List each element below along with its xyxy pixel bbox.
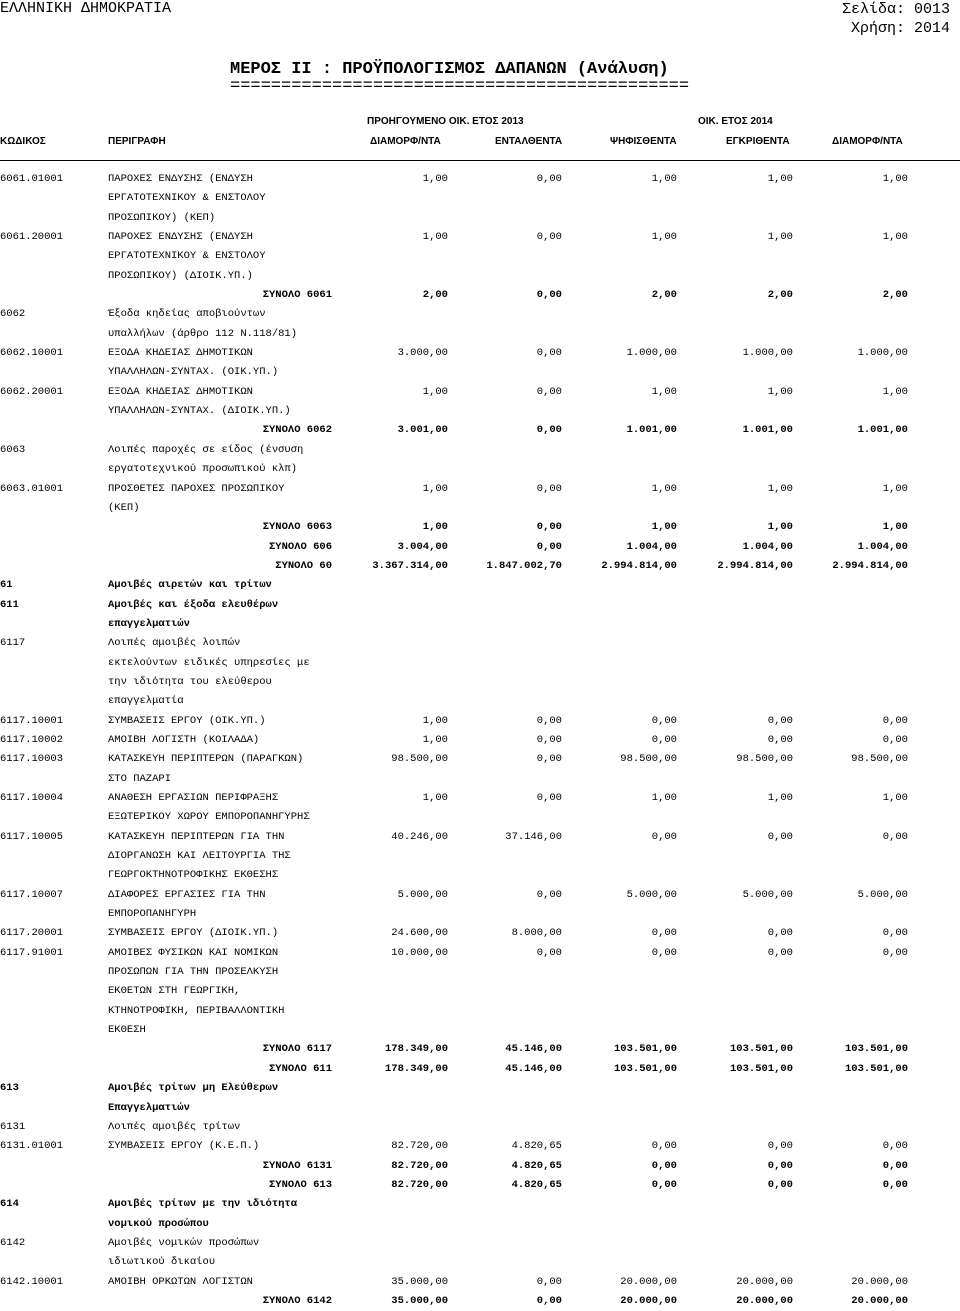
table-row	[0, 267, 960, 286]
account-code: 6117	[0, 637, 26, 650]
amount-cell: 3.000,00	[397, 347, 448, 360]
table-row	[0, 1234, 960, 1253]
account-description: ΕΞΩΤΕΡΙΚΟΥ ΧΩΡΟΥ ΕΜΠΟΡΟΠΑΝΗΓΥΡΗΣ	[108, 811, 310, 824]
amount-cell: 1.000,00	[626, 347, 677, 360]
account-description: Λοιπές αμοιβές τρίτων	[108, 1120, 241, 1133]
amount-cell: 20.000,00	[736, 1294, 793, 1307]
amount-cell: 0,00	[536, 714, 562, 727]
amount-cell: 1.847.002,70	[486, 559, 562, 572]
amount-cell: 1,00	[422, 385, 448, 398]
amount-cell: 1,00	[882, 173, 908, 185]
amount-cell: 98.500,00	[391, 753, 448, 766]
account-description: ΣΥΜΒΑΣΕΙΣ ΕΡΓΟΥ (Κ.Ε.Π.)	[108, 1140, 260, 1153]
account-description: ΓΕΩΡΓΟΚΤΗΝΟΤΡΟΦΙΚΗΣ ΕΚΘΕΣΗΣ	[108, 869, 279, 882]
amount-cell: 0,00	[536, 1294, 562, 1307]
account-description: ΥΠΑΛΛΗΛΩΝ-ΣΥΝΤΑΧ. (ΔΙΟΙΚ.ΥΠ.)	[108, 405, 291, 418]
amount-cell: 2,00	[651, 289, 677, 302]
amount-cell: 1,00	[651, 482, 677, 495]
amount-cell: 1,00	[651, 792, 677, 804]
account-code: 6117.10003	[0, 753, 64, 766]
amount-cell: 82.720,00	[391, 1140, 448, 1153]
account-code: 613	[0, 1082, 19, 1095]
account-code: 61	[0, 579, 13, 592]
table-row	[0, 305, 960, 324]
amount-cell: 1.004,00	[742, 540, 793, 553]
account-description: ΠΑΡΟΧΕΣ ΕΝΔΥΣΗΣ (ΕΝΔΥΣΗ	[108, 173, 253, 185]
table-row	[0, 228, 960, 247]
amount-cell: 82.720,00	[391, 1178, 448, 1191]
table-row	[0, 441, 960, 460]
amount-cell: 0,00	[536, 289, 562, 302]
amount-cell: 1,00	[422, 733, 448, 746]
amount-cell: 0,00	[536, 385, 562, 398]
amount-cell: 5.000,00	[857, 888, 908, 901]
account-description: ΕΚΘΕΣΗ	[108, 1024, 146, 1037]
account-code: 6063	[0, 443, 26, 456]
amount-cell: 0,00	[536, 231, 562, 244]
account-description: ΚΑΤΑΣΚΕΥΗ ΠΕΡΙΠΤΕΡΩΝ ΓΙΑ ΤΗΝ	[108, 830, 285, 843]
amount-cell: 0,00	[767, 946, 793, 959]
account-description: Επαγγελματιών	[108, 1101, 190, 1114]
amount-cell: 0,00	[882, 733, 908, 746]
amount-cell: 1.001,00	[742, 424, 793, 437]
account-description: εργατοτεχνικού προσωπικού κλπ)	[108, 463, 298, 476]
amount-cell: 1,00	[767, 792, 793, 804]
table-row	[0, 383, 960, 402]
account-code: 6131	[0, 1120, 26, 1133]
table-row	[0, 363, 960, 382]
account-description: επαγγελματία	[108, 695, 184, 708]
amount-cell: 1,00	[422, 173, 448, 185]
amount-cell: 98.500,00	[736, 753, 793, 766]
amount-cell: 0,00	[536, 753, 562, 766]
amount-cell: 0,00	[767, 927, 793, 940]
amount-cell: 0,00	[767, 714, 793, 727]
subtotal-row	[0, 1176, 960, 1195]
amount-cell: 1,00	[882, 792, 908, 804]
amount-cell: 1,00	[422, 792, 448, 804]
amount-cell: 0,00	[651, 946, 677, 959]
table-row	[0, 712, 960, 731]
amount-cell: 5.000,00	[742, 888, 793, 901]
subtotal-row	[0, 518, 960, 537]
table-row	[0, 905, 960, 924]
account-description: ΠΑΡΟΧΕΣ ΕΝΔΥΣΗΣ (ΕΝΔΥΣΗ	[108, 231, 253, 244]
subtotal-row	[0, 286, 960, 305]
amount-cell: 5.000,00	[626, 888, 677, 901]
account-description: ΑΜΟΙΒΗ ΟΡΚΩΤΩΝ ΛΟΓΙΣΤΩΝ	[108, 1275, 253, 1288]
amount-cell: 0,00	[767, 1159, 793, 1172]
amount-cell: 20.000,00	[620, 1294, 677, 1307]
subtotal-row	[0, 421, 960, 440]
account-description: ΕΜΠΟΡΟΠΑΝΗΓΥΡΗ	[108, 908, 197, 921]
account-description: Αμοιβές αιρετών και τρίτων	[108, 579, 272, 592]
amount-cell: 103.501,00	[844, 1062, 908, 1075]
amount-cell: 2.994.814,00	[832, 559, 908, 572]
amount-cell: 103.501,00	[613, 1043, 677, 1056]
table-row	[0, 886, 960, 905]
table-row	[0, 1079, 960, 1098]
account-description: ΚΑΤΑΣΚΕΥΗ ΠΕΡΙΠΤΕΡΩΝ (ΠΑΡΑΓΚΩΝ)	[108, 753, 304, 766]
amount-cell: 0,00	[882, 1159, 908, 1172]
account-description: την ιδιότητα του ελεύθερου	[108, 675, 272, 688]
amount-cell: 0,00	[882, 1140, 908, 1153]
amount-cell: 1.001,00	[857, 424, 908, 437]
amount-cell: 0,00	[536, 482, 562, 495]
country-header: ΕΛΛΗΝΙΚΗ ΔΗΜΟΚΡΑΤΙΑ	[0, 0, 172, 17]
account-description: ΕΞΟΔΑ ΚΗΔΕΙΑΣ ΔΗΜΟΤΙΚΩΝ	[108, 385, 253, 398]
account-description: ΕΚΘΕΤΩΝ ΣΤΗ ΓΕΩΡΓΙΚΗ,	[108, 985, 241, 998]
account-description: ΠΡΟΣΩΠΙΚΟΥ) (ΚΕΠ)	[108, 211, 216, 224]
amount-cell: 45.146,00	[505, 1043, 562, 1056]
subtotal-label: ΣΥΝΟΛΟ 6062	[262, 424, 332, 437]
account-code: 6117.20001	[0, 927, 64, 940]
amount-cell: 103.501,00	[729, 1043, 793, 1056]
amount-cell: 0,00	[767, 830, 793, 843]
column-header-curr-amended: ΔΙΑΜΟΡΦ/ΝΤΑ	[832, 136, 903, 147]
account-description: ΕΡΓΑΤΟΤΕΧΝΙΚΟΥ & ΕΝΣΤΟΛΟΥ	[108, 250, 266, 263]
subtotal-label: ΣΥΝΟΛΟ 606	[268, 540, 332, 553]
account-code: 6117.10004	[0, 792, 64, 804]
amount-cell: 1,00	[767, 521, 793, 534]
table-row	[0, 1253, 960, 1272]
amount-cell: 0,00	[536, 173, 562, 185]
account-code: 6117.10001	[0, 714, 64, 727]
account-description: ΣΤΟ ΠΑΖΑΡΙ	[108, 772, 172, 785]
amount-cell: 2.994.814,00	[717, 559, 793, 572]
amount-cell: 0,00	[882, 946, 908, 959]
account-description: υπαλλήλων (άρθρο 112 Ν.118/81)	[108, 327, 298, 340]
subtotal-row	[0, 1157, 960, 1176]
amount-cell: 0,00	[536, 792, 562, 804]
amount-cell: 103.501,00	[844, 1043, 908, 1056]
table-row	[0, 247, 960, 266]
subtotal-row	[0, 1060, 960, 1079]
amount-cell: 40.246,00	[391, 830, 448, 843]
amount-cell: 5.000,00	[397, 888, 448, 901]
table-row	[0, 944, 960, 963]
table-row	[0, 731, 960, 750]
amount-cell: 0,00	[536, 888, 562, 901]
table-row	[0, 499, 960, 518]
amount-cell: 0,00	[536, 521, 562, 534]
amount-cell: 1,00	[422, 482, 448, 495]
account-description: Λοιπές παροχές σε είδος (ένσυση	[108, 443, 304, 456]
amount-cell: 0,00	[767, 1178, 793, 1191]
account-description: ΥΠΑΛΛΗΛΩΝ-ΣΥΝΤΑΧ. (ΟΙΚ.ΥΠ.)	[108, 366, 279, 379]
amount-cell: 1,00	[767, 173, 793, 185]
table-row	[0, 615, 960, 634]
amount-cell: 35.000,00	[391, 1294, 448, 1307]
table-row	[0, 344, 960, 363]
table-row	[0, 692, 960, 711]
amount-cell: 0,00	[651, 1178, 677, 1191]
amount-cell: 2.994.814,00	[601, 559, 677, 572]
column-group-current-year: ΟΙΚ. ΕΤΟΣ 2014	[698, 116, 773, 127]
amount-cell: 0,00	[651, 1159, 677, 1172]
account-code: 6117.10007	[0, 888, 64, 901]
amount-cell: 1,00	[882, 521, 908, 534]
table-row	[0, 460, 960, 479]
table-row	[0, 847, 960, 866]
table-row	[0, 189, 960, 208]
amount-cell: 45.146,00	[505, 1062, 562, 1075]
amount-cell: 1.004,00	[857, 540, 908, 553]
table-row	[0, 673, 960, 692]
table-row	[0, 596, 960, 615]
table-row	[0, 170, 960, 189]
account-description: ΣΥΜΒΑΣΕΙΣ ΕΡΓΟΥ (ΔΙΟΙΚ.ΥΠ.)	[108, 927, 279, 940]
amount-cell: 1,00	[422, 521, 448, 534]
account-description: ΠΡΟΣΩΠΙΚΟΥ) (ΔΙΟΙΚ.ΥΠ.)	[108, 269, 253, 282]
table-row	[0, 828, 960, 847]
account-description: επαγγελματιών	[108, 617, 190, 630]
account-code: 6063.01001	[0, 482, 64, 495]
account-code: 6142.10001	[0, 1275, 64, 1288]
table-row	[0, 1273, 960, 1292]
table-row	[0, 325, 960, 344]
account-description: ιδιωτικού δικαίου	[108, 1256, 216, 1269]
page-number: Σελίδα: 0013	[841, 1, 950, 18]
account-description: ΔΙΑΦΟΡΕΣ ΕΡΓΑΣΙΕΣ ΓΙΑ ΤΗΝ	[108, 888, 266, 901]
amount-cell: 0,00	[651, 927, 677, 940]
amount-cell: 178.349,00	[384, 1043, 448, 1056]
amount-cell: 0,00	[536, 347, 562, 360]
subtotal-label: ΣΥΝΟΛΟ 60	[275, 559, 332, 572]
amount-cell: 3.004,00	[397, 540, 448, 553]
amount-cell: 3.367.314,00	[372, 559, 448, 572]
amount-cell: 2,00	[882, 289, 908, 302]
amount-cell: 20.000,00	[736, 1275, 793, 1288]
account-description: ΑΜΟΙΒΗ ΛΟΓΙΣΤΗ (ΚΟΙΛΑΔΑ)	[108, 733, 260, 746]
amount-cell: 0,00	[536, 540, 562, 553]
amount-cell: 10.000,00	[391, 946, 448, 959]
subtotal-label: ΣΥΝΟΛΟ 6131	[262, 1159, 332, 1172]
amount-cell: 1.000,00	[742, 347, 793, 360]
table-row	[0, 808, 960, 827]
column-header-description: ΠΕΡΙΓΡΑΦΗ	[108, 136, 166, 147]
table-row	[0, 1099, 960, 1118]
account-code: 6142	[0, 1236, 26, 1249]
subtotal-label: ΣΥΝΟΛΟ 613	[268, 1178, 332, 1191]
column-header-code: ΚΩΔΙΚΟΣ	[0, 136, 46, 147]
table-row	[0, 924, 960, 943]
table-row	[0, 1118, 960, 1137]
table-row	[0, 1195, 960, 1214]
subtotal-label: ΣΥΝΟΛΟ 6063	[262, 521, 332, 534]
account-description: (ΚΕΠ)	[108, 501, 140, 514]
table-row	[0, 866, 960, 885]
amount-cell: 103.501,00	[613, 1062, 677, 1075]
amount-cell: 20.000,00	[851, 1275, 908, 1288]
column-group-previous-year: ΠΡΟΗΓΟΥΜΕΝΟ ΟΙΚ. ΕΤΟΣ 2013	[367, 116, 524, 127]
amount-cell: 24.600,00	[391, 927, 448, 940]
column-header-ordered: ΕΝΤΑΛΘΕΝΤΑ	[495, 136, 563, 147]
amount-cell: 0,00	[882, 714, 908, 727]
amount-cell: 4.820,65	[511, 1178, 562, 1191]
account-description: Αμοιβές νομικών προσώπων	[108, 1236, 260, 1249]
amount-cell: 103.501,00	[729, 1062, 793, 1075]
subtotal-row	[0, 538, 960, 557]
amount-cell: 2,00	[422, 289, 448, 302]
account-description: Έξοδα κηδείας αποβιούντων	[108, 308, 266, 321]
table-row	[0, 1021, 960, 1040]
account-code: 614	[0, 1198, 19, 1211]
amount-cell: 0,00	[651, 830, 677, 843]
amount-cell: 1.000,00	[857, 347, 908, 360]
amount-cell: 0,00	[536, 733, 562, 746]
amount-cell: 1,00	[422, 231, 448, 244]
subtotal-row	[0, 1040, 960, 1059]
table-row	[0, 634, 960, 653]
amount-cell: 178.349,00	[384, 1062, 448, 1075]
amount-cell: 4.820,65	[511, 1159, 562, 1172]
account-code: 6117.10005	[0, 830, 64, 843]
account-code: 6062.10001	[0, 347, 64, 360]
amount-cell: 98.500,00	[851, 753, 908, 766]
amount-cell: 0,00	[882, 1178, 908, 1191]
amount-cell: 37.146,00	[505, 830, 562, 843]
amount-cell: 0,00	[536, 946, 562, 959]
subtotal-label: ΣΥΝΟΛΟ 6142	[262, 1294, 332, 1307]
account-code: 6062	[0, 308, 26, 321]
amount-cell: 0,00	[882, 830, 908, 843]
amount-cell: 1,00	[651, 521, 677, 534]
amount-cell: 4.820,65	[511, 1140, 562, 1153]
amount-cell: 2,00	[767, 289, 793, 302]
account-description: νομικού προσώπου	[108, 1217, 209, 1230]
account-description: Λοιπές αμοιβές λοιπών	[108, 637, 241, 650]
account-description: ΑΝΑΘΕΣΗ ΕΡΓΑΣΙΩΝ ΠΕΡΙΦΡΑΞΗΣ	[108, 792, 279, 804]
account-description: ΑΜΟΙΒΕΣ ΦΥΣΙΚΩΝ ΚΑΙ ΝΟΜΙΚΩΝ	[108, 946, 279, 959]
account-code: 6061.20001	[0, 231, 64, 244]
document-title: ΜΕΡΟΣ ΙΙ : ΠΡΟΫΠΟΛΟΓΙΣΜΟΣ ΔΑΠΑΝΩΝ (Ανάλυση)	[230, 60, 669, 79]
amount-cell: 3.001,00	[397, 424, 448, 437]
amount-cell: 1,00	[767, 482, 793, 495]
account-description: ΕΞΟΔΑ ΚΗΔΕΙΑΣ ΔΗΜΟΤΙΚΩΝ	[108, 347, 253, 360]
account-code: 6062.20001	[0, 385, 64, 398]
account-description: ΣΥΜΒΑΣΕΙΣ ΕΡΓΟΥ (ΟΙΚ.ΥΠ.)	[108, 714, 266, 727]
column-header-prev-amended: ΔΙΑΜΟΡΦ/ΝΤΑ	[370, 136, 441, 147]
amount-cell: 0,00	[536, 424, 562, 437]
header-divider	[0, 160, 960, 161]
title-underline: =============================================	[230, 77, 690, 96]
subtotal-label: ΣΥΝΟΛΟ 6117	[262, 1043, 332, 1056]
amount-cell: 20.000,00	[620, 1275, 677, 1288]
amount-cell: 0,00	[767, 733, 793, 746]
table-row	[0, 209, 960, 228]
amount-cell: 8.000,00	[511, 927, 562, 940]
amount-cell: 1,00	[882, 231, 908, 244]
amount-cell: 82.720,00	[391, 1159, 448, 1172]
amount-cell: 0,00	[536, 1275, 562, 1288]
amount-cell: 20.000,00	[851, 1294, 908, 1307]
table-row	[0, 770, 960, 789]
account-description: ΠΡΟΣΘΕΤΕΣ ΠΑΡΟΧΕΣ ΠΡΟΣΩΠΙΚΟΥ	[108, 482, 285, 495]
account-description: Αμοιβές και έξοδα ελευθέρων	[108, 598, 279, 611]
amount-cell: 1,00	[767, 385, 793, 398]
amount-cell: 1,00	[651, 231, 677, 244]
account-description: ΠΡΟΣΩΠΩΝ ΓΙΑ ΤΗΝ ΠΡΟΣΕΛΚΥΣΗ	[108, 966, 279, 979]
account-code: 611	[0, 598, 19, 611]
subtotal-label: ΣΥΝΟΛΟ 611	[268, 1062, 332, 1075]
amount-cell: 1,00	[651, 385, 677, 398]
page-info	[842, 0, 950, 38]
amount-cell: 0,00	[651, 714, 677, 727]
table-row	[0, 789, 960, 808]
amount-cell: 0,00	[882, 927, 908, 940]
table-row	[0, 1002, 960, 1021]
table-row	[0, 576, 960, 595]
table-row	[0, 1215, 960, 1234]
account-description: Αμοιβές τρίτων με την ιδιότητα	[108, 1198, 298, 1211]
table-row	[0, 982, 960, 1001]
subtotal-row	[0, 1292, 960, 1311]
amount-cell: 1.001,00	[626, 424, 677, 437]
column-header-voted: ΨΗΦΙΣΘΕΝΤΑ	[610, 136, 677, 147]
account-code: 6117.10002	[0, 733, 64, 746]
table-row	[0, 1137, 960, 1156]
amount-cell: 1,00	[882, 482, 908, 495]
amount-cell: 0,00	[767, 1140, 793, 1153]
amount-cell: 0,00	[651, 733, 677, 746]
table-row	[0, 654, 960, 673]
account-code: 6131.01001	[0, 1140, 64, 1153]
budget-table	[0, 170, 960, 1311]
account-code: 6117.91001	[0, 946, 64, 959]
amount-cell: 98.500,00	[620, 753, 677, 766]
table-row	[0, 963, 960, 982]
account-code: 6061.01001	[0, 173, 64, 185]
fiscal-year: Χρήση: 2014	[850, 20, 950, 37]
subtotal-row	[0, 557, 960, 576]
account-description: εκτελούντων ειδικές υπηρεσίες με	[108, 656, 310, 669]
table-row	[0, 480, 960, 499]
amount-cell: 1,00	[882, 385, 908, 398]
account-description: ΕΡΓΑΤΟΤΕΧΝΙΚΟΥ & ΕΝΣΤΟΛΟΥ	[108, 192, 266, 205]
amount-cell: 0,00	[651, 1140, 677, 1153]
subtotal-label: ΣΥΝΟΛΟ 6061	[262, 289, 332, 302]
table-row	[0, 402, 960, 421]
column-header-approved: ΕΓΚΡΙΘΕΝΤΑ	[726, 136, 790, 147]
amount-cell: 35.000,00	[391, 1275, 448, 1288]
amount-cell: 1,00	[651, 173, 677, 185]
account-description: ΚΤΗΝΟΤΡΟΦΙΚΗ, ΠΕΡΙΒΑΛΛΟΝΤΙΚΗ	[108, 1004, 285, 1017]
amount-cell: 1,00	[422, 714, 448, 727]
table-row	[0, 750, 960, 769]
account-description: ΔΙΟΡΓΑΝΩΣΗ ΚΑΙ ΛΕΙΤΟΥΡΓΙΑ ΤΗΣ	[108, 850, 291, 863]
account-description: Αμοιβές τρίτων μη Ελεύθερων	[108, 1082, 279, 1095]
amount-cell: 1.004,00	[626, 540, 677, 553]
amount-cell: 1,00	[767, 231, 793, 244]
